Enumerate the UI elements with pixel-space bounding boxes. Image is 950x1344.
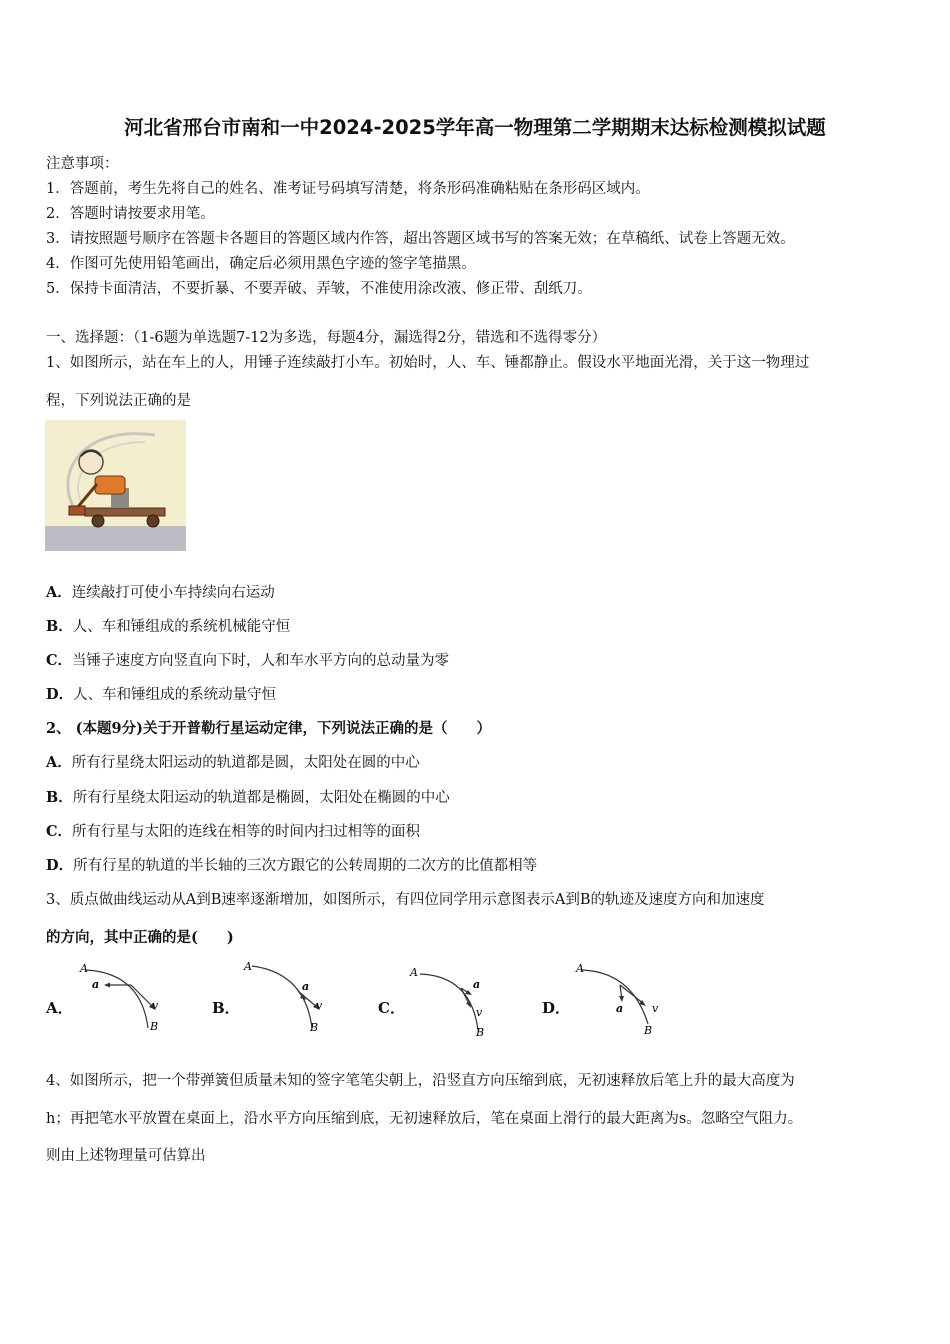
q1-illustration bbox=[45, 420, 186, 551]
point-a-label: A bbox=[244, 960, 252, 973]
point-b-label: B bbox=[310, 1021, 319, 1034]
q2-option-b bbox=[46, 786, 450, 807]
notice-item: 1．答题前，考生先将自己的姓名、准考证号码填写清楚，将条形码准确粘贴在条形码区域内。 bbox=[46, 181, 650, 197]
velocity-label: v bbox=[476, 1006, 483, 1019]
option-label: D． bbox=[46, 686, 74, 703]
section-heading: 一、选择题：（1-6题为单选题7-12为多选，每题4分，漏选得2分，错选和不选得零分） bbox=[46, 330, 607, 346]
point-b-label: B bbox=[644, 1024, 653, 1037]
option-text: 人、车和锤组成的系统动量守恒 bbox=[73, 687, 277, 703]
q1-stem: 程，下列说法正确的是 bbox=[46, 393, 191, 409]
q2-option-a bbox=[46, 751, 420, 772]
option-label: D． bbox=[46, 857, 74, 874]
velocity-label: v bbox=[652, 1002, 659, 1015]
q1-option-d bbox=[46, 683, 276, 704]
velocity-label: v bbox=[316, 999, 323, 1012]
option-text: 所有行星绕太阳运动的轨道都是椭圆，太阳处在椭圆的中心 bbox=[72, 790, 450, 806]
option-label: A． bbox=[46, 754, 72, 771]
velocity-label: v bbox=[152, 999, 159, 1012]
q3-stem: 3、质点做曲线运动从A到B速率逐渐增加，如图所示，有四位同学用示意图表示A到B的轨迹及速度方向和加速度 bbox=[46, 892, 765, 908]
option-text: 所有行星与太阳的连线在相等的时间内扫过相等的面积 bbox=[72, 824, 421, 840]
point-b-label: B bbox=[476, 1026, 485, 1038]
q3-choice-c-label: C． bbox=[378, 999, 405, 1017]
q3-stem: 的方向，其中正确的是( ) bbox=[46, 929, 234, 946]
q4-stem: 4、如图所示，把一个带弹簧但质量未知的签字笔笔尖朝上，沿竖直方向压缩到底，无初速释放后笔上升的最大高度为 bbox=[46, 1073, 795, 1089]
q3-choice-d-label: D． bbox=[542, 999, 571, 1017]
option-text: 所有行星绕太阳运动的轨道都是圆，太阳处在圆的中心 bbox=[71, 755, 420, 771]
option-label: A． bbox=[46, 584, 72, 601]
q4-stem: 则由上述物理量可估算出 bbox=[46, 1148, 206, 1164]
option-text: 当锤子速度方向竖直向下时，人和车水平方向的总动量为零 bbox=[72, 653, 450, 669]
q3-choice-b-diagram bbox=[240, 958, 350, 1038]
option-label: C． bbox=[46, 823, 73, 840]
notice-heading: 注意事项： bbox=[46, 156, 119, 172]
notice-item: 3．请按照题号顺序在答题卡各题目的答题区域内作答，超出答题区域书写的答案无效；在草稿纸、试卷上答题无效。 bbox=[46, 231, 795, 247]
accel-label: a bbox=[616, 1002, 624, 1015]
page-title: 河北省邢台市南和一中2024-2025学年高一物理第二学期期末达标检测模拟试题 bbox=[124, 116, 826, 139]
q3-choice-a-diagram bbox=[76, 958, 186, 1038]
notice-item: 5．保持卡面清洁，不要折暴、不要弄破、弄皱，不准使用涂改液、修正带、刮纸刀。 bbox=[46, 281, 592, 297]
point-a-label: A bbox=[410, 966, 418, 979]
option-text: 人、车和锤组成的系统机械能守恒 bbox=[72, 619, 291, 635]
accel-label: a bbox=[92, 978, 100, 991]
q1-option-a bbox=[46, 581, 275, 602]
q3-choice-a-label: A． bbox=[46, 999, 73, 1017]
q2-stem: 2、 (本题9分)关于开普勒行星运动定律，下列说法正确的是（ ） bbox=[46, 720, 491, 737]
option-text: 连续敲打可使小车持续向右运动 bbox=[71, 585, 275, 601]
q4-stem: h；再把笔水平放置在桌面上，沿水平方向压缩到底，无初速释放后，笔在桌面上滑行的最大距离为s。忽略空气阻力。 bbox=[46, 1111, 803, 1127]
notice-item: 2．答题时请按要求用笔。 bbox=[46, 206, 215, 222]
notice-item: 4．作图可先使用铅笔画出，确定后必须用黑色字迹的签字笔描黑。 bbox=[46, 256, 476, 272]
q3-choice-c-diagram bbox=[406, 958, 516, 1038]
q1-option-c bbox=[46, 649, 449, 670]
q1-stem: 1、如图所示，站在车上的人，用锤子连续敲打小车。初始时，人、车、锤都静止。假设水平地面光滑，关于这一物理过 bbox=[46, 355, 810, 371]
point-a-label: A bbox=[576, 962, 584, 975]
q3-choice-b-label: B． bbox=[212, 999, 240, 1017]
option-label: B． bbox=[46, 789, 73, 806]
accel-label: a bbox=[473, 978, 481, 991]
q2-option-c bbox=[46, 820, 420, 841]
point-b-label: B bbox=[150, 1020, 159, 1033]
option-label: C． bbox=[46, 652, 73, 669]
q2-option-d bbox=[46, 854, 537, 875]
point-a-label: A bbox=[80, 962, 88, 975]
q1-option-b bbox=[46, 615, 290, 636]
q3-choice-d-diagram bbox=[572, 958, 682, 1038]
option-label: B． bbox=[46, 618, 73, 635]
accel-label: a bbox=[302, 980, 310, 993]
option-text: 所有行星的轨道的半长轴的三次方跟它的公转周期的二次方的比值都相等 bbox=[73, 858, 538, 874]
